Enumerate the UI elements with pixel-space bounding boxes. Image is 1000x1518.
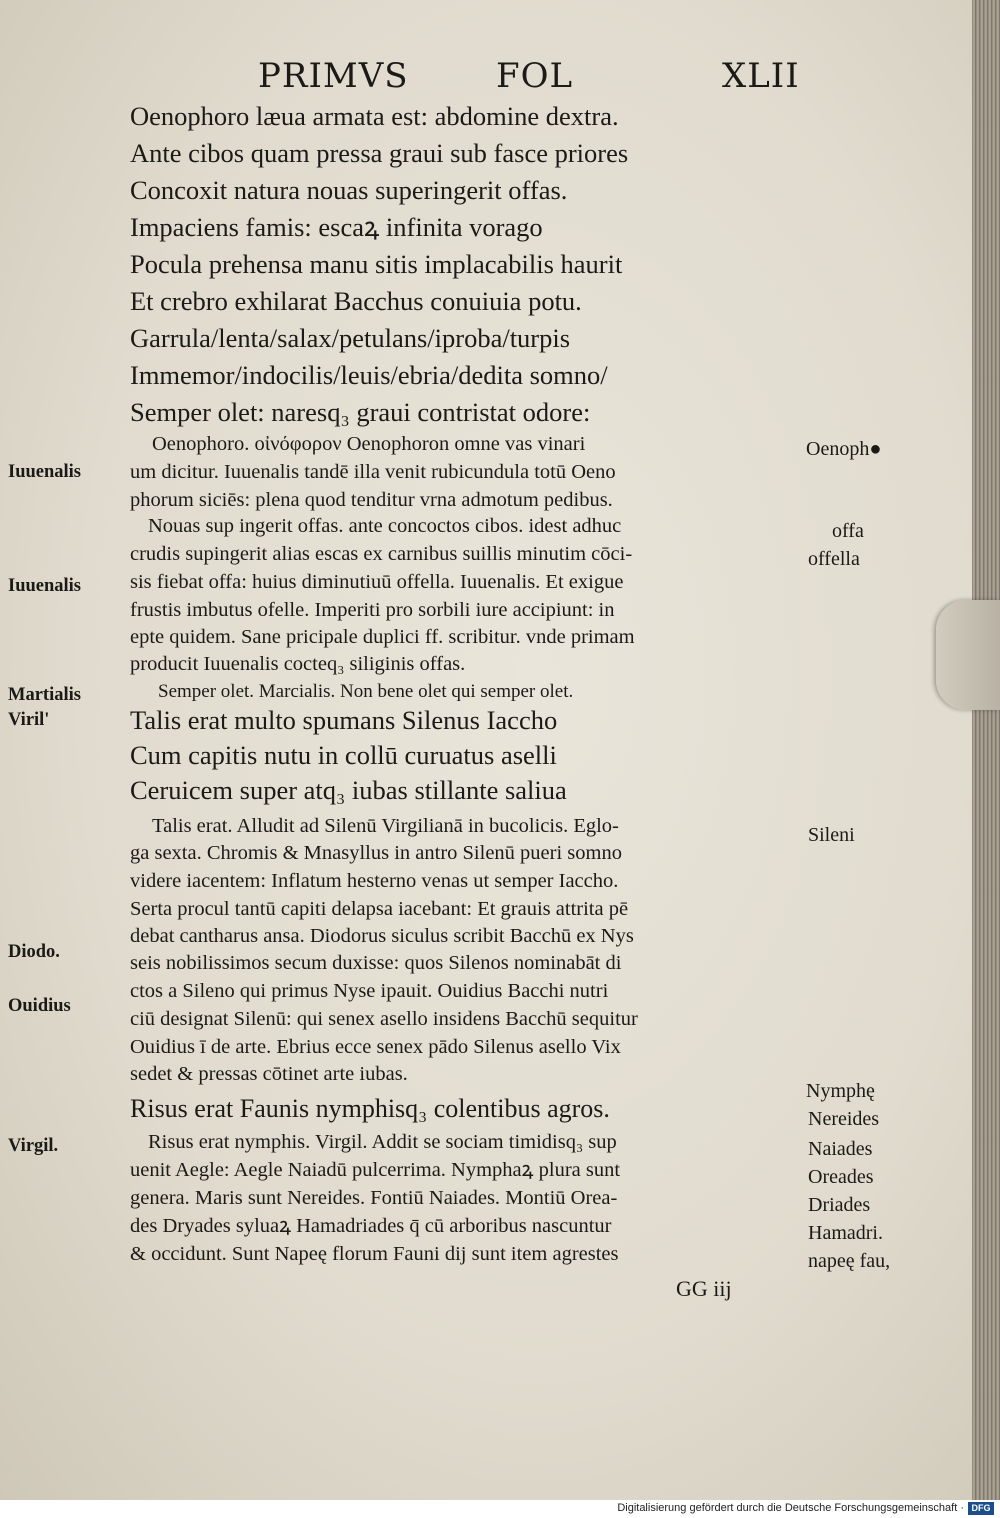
margin-note-oenophoron: Oenoph● [806, 438, 882, 460]
verse-line: Risus erat Faunis nymphisq₃ colentibus agros. [130, 1094, 610, 1123]
verse-line: Oenophoro læua armata est: abdomine dextra. [130, 101, 619, 131]
commentary-line: Talis erat. Alludit ad Silenū Virgilianā in bucolicis. Eglo- [152, 815, 619, 837]
margin-note-martialis: Martialis [8, 685, 81, 705]
running-head-primus: PRIMVS [258, 56, 409, 96]
verse-line: Immemor/indocilis/leuis/ebria/dedita somno/ [130, 360, 608, 390]
verse-line: Ante cibos quam pressa graui sub fasce priores [130, 138, 629, 168]
margin-note-virgil: Viril' [8, 710, 50, 730]
commentary-line: Semper olet. Marcialis. Non bene olet qui semper olet. [158, 681, 574, 702]
commentary-line: & occidunt. Sunt Napeę florum Fauni dij sunt item agrestes [130, 1243, 619, 1265]
verse-line: Impaciens famis: escaꝝ infinita vorago [130, 212, 543, 242]
commentary-line: seis nobilissimos secum duxisse: quos Silenos nominabāt di [130, 952, 622, 974]
commentary-line: epte quidem. Sane pricipale duplici ff. scribitur. vnde primam [130, 626, 635, 648]
commentary-line: um dicitur. Iuuenalis tandē illa venit rubicundula totū Oeno [130, 461, 616, 483]
verse-line: Ceruicem super atq₃ iubas stillante saliua [130, 775, 567, 805]
verse-line: Pocula prehensa manu sitis implacabilis haurit [130, 249, 623, 279]
margin-note-nymphae: Naiades [808, 1138, 873, 1160]
commentary-line: uenit Aegle: Aegle Naiadū pulcerrima. Nymphaꝝ plura sunt [130, 1159, 621, 1181]
page-edge [972, 0, 1000, 1500]
verse-line: Cum capitis nutu in collū curuatus aselli [130, 740, 557, 770]
margin-note-nymphae: Oreades [808, 1166, 874, 1188]
margin-note-nymphae: Nereides [808, 1108, 880, 1130]
commentary-line: sis fiebat offa: huius diminutiuū offella. Iuuenalis. Et exigue [130, 571, 624, 593]
verse-line: Et crebro exhilarat Bacchus conuiuia potu. [130, 286, 582, 316]
running-head-fol: FOL [496, 56, 574, 96]
margin-note-sileni: Sileni [808, 824, 855, 846]
margin-note-iuuenalis: Iuuenalis [8, 462, 82, 482]
margin-note-iuuenalis: Iuuenalis [8, 576, 82, 596]
commentary-line: des Dryades syluaꝝ Hamadriades q̄ cū arboribus nascuntur [130, 1215, 612, 1237]
commentary-line: ga sexta. Chromis & Mnasyllus in antro Silenū pueri somno [130, 842, 622, 864]
dfg-logo: DFG [968, 1502, 994, 1515]
margin-note-nymphae: Hamadri. [808, 1222, 883, 1244]
verse-line: Semper olet: naresq₃ graui contristat odore: [130, 397, 591, 427]
commentary-line: Serta procul tantū capiti delapsa iacebant: Et grauis attrita pē [130, 898, 629, 920]
margin-note-offa: offa [832, 520, 864, 542]
margin-note-diodorus: Diodo. [8, 942, 60, 962]
commentary-line: Oenophoro. οἰνόφορον Oenophoron omne vas vinari [152, 433, 586, 455]
commentary-line: debat cantharus ansa. Diodorus siculus scribit Bacchū ex Nys [130, 925, 634, 947]
margin-note-offella: offella [808, 548, 860, 570]
verse-line: Garrula/lenta/salax/petulans/iproba/turpis [130, 323, 571, 353]
margin-note-nymphae: Driades [808, 1194, 871, 1216]
signature-mark: GG iij [676, 1276, 732, 1301]
verse-line: Talis erat multo spumans Silenus Iaccho [130, 705, 558, 735]
commentary-line: Risus erat nymphis. Virgil. Addit se sociam timidisq₃ sup [148, 1131, 617, 1153]
verse-line: Concoxit natura nouas superingerit offas. [130, 175, 568, 205]
book-clip [936, 600, 1000, 710]
commentary-line: Ouidius ī de arte. Ebrius ecce senex pādo Silenus asello Vix [130, 1036, 621, 1058]
commentary-line: Nouas sup ingerit offas. ante concoctos cibos. idest adhuc [148, 515, 622, 537]
commentary-line: sedet & pressas cōtinet arte iubas. [130, 1063, 408, 1085]
commentary-line: ctos a Sileno qui primus Nyse ipauit. Ouidius Bacchi nutri [130, 980, 609, 1002]
commentary-line: frustis imbutus ofelle. Imperiti pro sorbili iure accipiunt: in [130, 599, 615, 621]
commentary-line: phorum siciēs: plena quod tenditur vrna admotum pedibus. [130, 489, 613, 511]
folio-number: XLII [722, 56, 800, 96]
commentary-line: ciū designat Silenū: qui senex asello insidens Bacchū sequitur [130, 1008, 638, 1030]
commentary-line: crudis supingerit alias escas ex carnibus suillis minutim cōci- [130, 543, 633, 565]
margin-note-nymphae: napeę fau, [808, 1250, 891, 1272]
commentary-line: genera. Maris sunt Nereides. Fontiū Naiades. Montiū Orea- [130, 1187, 618, 1209]
commentary-line: videre iacentem: Inflatum hesterno venas ut semper Iaccho. [130, 870, 619, 892]
margin-note-nymphae: Nymphę [806, 1080, 875, 1102]
digitization-credit: Digitalisierung gefördert durch die Deutsche Forschungsgemeinschaft · [617, 1502, 964, 1514]
commentary-line: producit Iuuenalis cocteq₃ siliginis offas. [130, 653, 466, 675]
margin-note-ouidius: Ouidius [8, 996, 71, 1016]
margin-note-virgil: Virgil. [8, 1136, 59, 1156]
